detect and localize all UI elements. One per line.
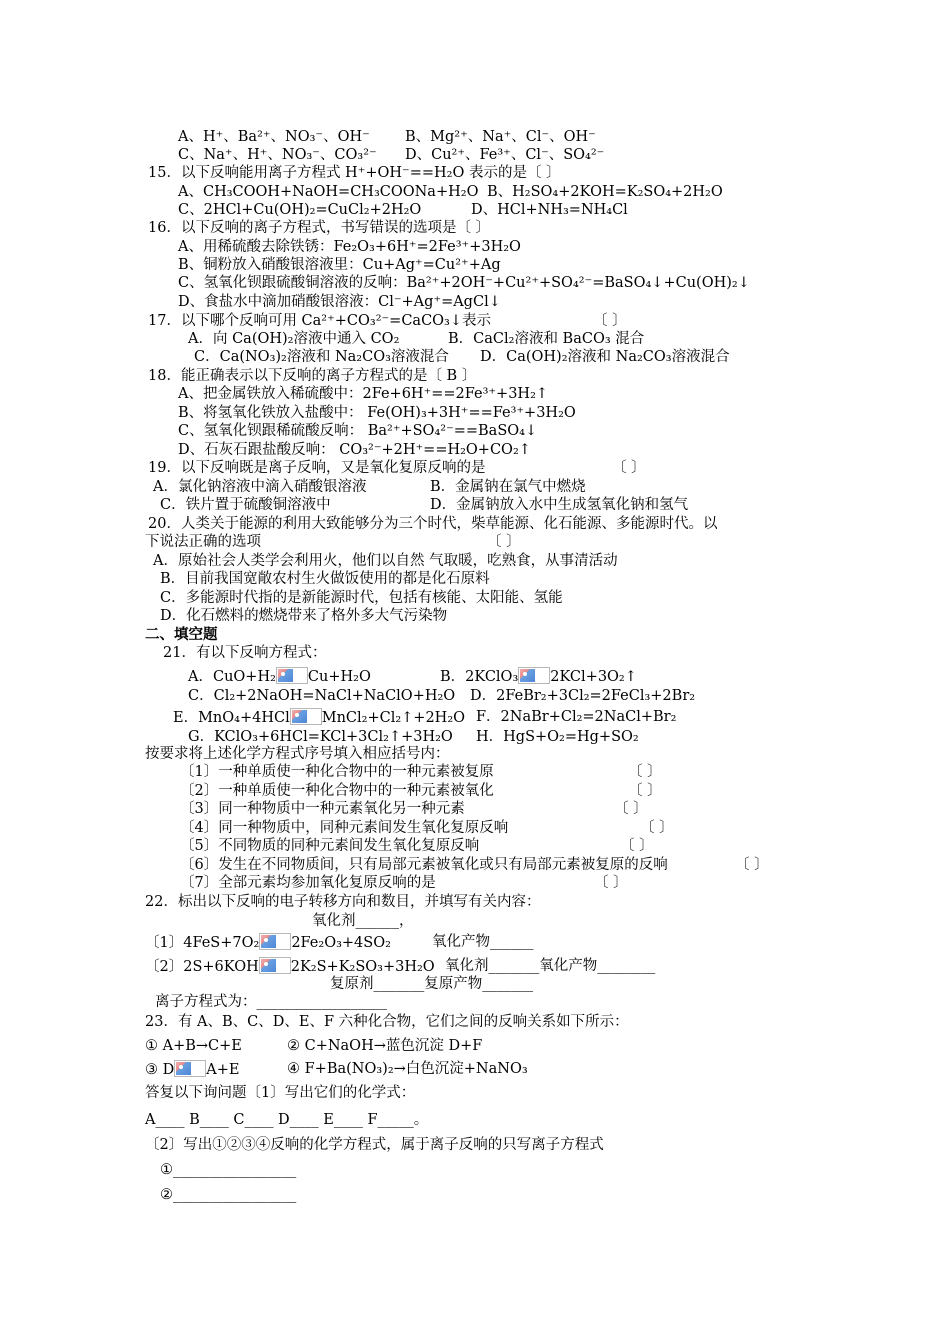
question-20-cont: 下说法正确的选项: [145, 534, 261, 550]
answer-bracket: 〔 〕: [614, 801, 648, 817]
option-line: C、Na⁺、H⁺、NO₃⁻、CO₃²⁻: [178, 147, 377, 163]
answer-bracket: 〔 〕: [628, 764, 662, 780]
fill-blank: A____ B____ C____ D____ E____ F_____。: [145, 1112, 429, 1128]
fill-blank: 氧化产物______: [432, 934, 534, 950]
question-16: 16．以下反响的离子方程式，书写错误的选项是〔 〕: [148, 220, 491, 236]
answer-bracket: 〔 〕: [640, 820, 674, 836]
answer-bracket: 〔 〕: [628, 783, 662, 799]
sub-question: 〔6〕发生在不同物质间，只有局部元素被氧化或只有局部元素被复原的反响: [180, 857, 668, 873]
option-line: B．CaCl₂溶液和 BaCO₃ 混合: [448, 331, 645, 347]
option-line: B、H₂SO₄+2KOH=K₂SO₄+2H₂O: [487, 184, 723, 200]
question-21: 21．有以下反响方程式：: [163, 645, 327, 661]
equation-line: D．2FeBr₂+3Cl₂=2FeCl₃+2Br₂: [470, 688, 696, 704]
answer-bracket: 〔 〕: [594, 875, 628, 891]
sub-question: 〔3〕同一种物质中一种元素氧化另一种元素: [180, 801, 465, 817]
equation-line: H．HgS+O₂=Hg+SO₂: [476, 729, 639, 745]
option-line: D．化石燃料的燃烧带来了格外多大气污染物: [160, 608, 448, 624]
option-line: D、Cu²⁺、Fe³⁺、Cl⁻、SO₄²⁻: [405, 147, 605, 163]
option-line: D、石灰石跟盐酸反响： CO₃²⁻+2H⁺==H₂O+CO₂↑: [178, 442, 531, 458]
equation-line: E．MnO₄+4HCl MnCl₂+Cl₂↑+2H₂O: [173, 710, 466, 726]
answer-bracket: 〔 〕: [620, 838, 654, 854]
option-line: A、H⁺、Ba²⁺、NO₃⁻、OH⁻: [178, 129, 370, 145]
option-line: D、HCl+NH₃=NH₄Cl: [471, 202, 628, 218]
option-line: A．向 Ca(OH)₂溶液中通入 CO₂: [188, 331, 400, 347]
option-line: C．铁片置于硫酸铜溶液中: [160, 497, 331, 513]
broken-image-icon: [518, 667, 550, 684]
section-heading: 二、填空题: [145, 626, 218, 643]
sub-question: 〔7〕全部元素均参加氧化复原反响的是: [180, 875, 436, 891]
fill-blank: 氧化剂______，: [312, 913, 414, 929]
equation-line: B．2KClO₃ 2KCl+3O₂↑: [440, 669, 637, 685]
option-line: C．多能源时代指的是新能源时代，包括有核能、太阳能、氢能: [160, 590, 563, 606]
question-19: 19．以下反响既是离子反响，又是氧化复原反响的是: [148, 460, 486, 476]
option-line: D．金属钠放入水中生成氢氧化钠和氢气: [430, 497, 689, 513]
sub-question: 〔4〕同一种物质中，同种元素间发生氧化复原反响: [180, 820, 509, 836]
option-line: B、Mg²⁺、Na⁺、Cl⁻、OH⁻: [405, 129, 596, 145]
option-line: A．原始社会人类学会利用火，他们以自然 气取暖，吃熟食，从事清活动: [153, 553, 618, 569]
option-line: A、用稀硫酸去除铁锈：Fe₂O₃+6H⁺=2Fe³⁺+3H₂O: [178, 239, 521, 255]
fill-blank: 氧化剂_______氧化产物________: [445, 958, 656, 974]
sub-question: 〔5〕不同物质的同种元素间发生氧化复原反响: [180, 838, 480, 854]
reaction-line: ① A+B→C+E: [145, 1038, 242, 1054]
broken-image-icon: [290, 708, 322, 725]
instruction: 按要求将上述化学方程式序号填入相应括号内：: [145, 746, 450, 762]
question-22: 22．标出以下反响的电子转移方向和数目，并填写有关内容：: [145, 894, 541, 910]
option-line: C．Ca(NO₃)₂溶液和 Na₂CO₃溶液混合: [194, 349, 449, 365]
option-line: A．氯化钠溶液中滴入硝酸银溶液: [153, 479, 367, 495]
option-line: C、氢氧化钡跟稀硫酸反响： Ba²⁺+SO₄²⁻==BaSO₄↓: [178, 423, 538, 439]
equation-line: 〔1〕4FeS+7O₂ 2Fe₂O₃+4SO₂: [145, 935, 391, 951]
option-line: B．金属钠在氯气中燃烧: [430, 479, 586, 495]
question-18: 18．能正确表示以下反响的离子方程式的是〔 B 〕: [148, 368, 477, 384]
equation-line: G．KClO₃+6HCl=KCl+3Cl₂↑+3H₂O: [188, 729, 453, 745]
question-23: 23．有 A、B、C、D、E、F 六种化合物，它们之间的反响关系如下所示：: [145, 1014, 629, 1030]
option-line: A、CH₃COOH+NaOH=CH₃COONa+H₂O: [178, 184, 479, 200]
question-17: 17．以下哪个反响可用 Ca²⁺+CO₃²⁻=CaCO₃↓表示: [148, 313, 492, 329]
instruction: 答复以下询问题〔1〕写出它们的化学式：: [145, 1085, 416, 1101]
option-line: C、氢氧化钡跟硫酸铜溶液的反响：Ba²⁺+2OH⁻+Cu²⁺+SO₄²⁻=BaSO₄↓+Cu(OH)₂↓: [178, 275, 750, 291]
equation-line: F．2NaBr+Cl₂=2NaCl+Br₂: [476, 709, 677, 725]
instruction: 〔2〕写出①②③④反响的化学方程式，属于离子反响的只写离子方程式: [145, 1137, 604, 1153]
option-line: B．目前我国宽敞农村生火做饭使用的都是化石原料: [160, 571, 490, 587]
fill-blank: ②_________________: [160, 1187, 297, 1203]
broken-image-icon: [259, 933, 291, 950]
broken-image-icon: [174, 1060, 206, 1077]
option-line: A、把金属铁放入稀硫酸中：2Fe+6H⁺==2Fe³⁺+3H₂↑: [178, 386, 549, 402]
fill-blank: 离子方程式为：__________________: [155, 994, 387, 1010]
equation-line: A．CuO+H₂ Cu+H₂O: [188, 669, 371, 685]
broken-image-icon: [259, 957, 291, 974]
sub-question: 〔2〕一种单质使一种化合物中的一种元素被氧化: [180, 783, 494, 799]
question-20: 20．人类关于能源的利用大致能够分为三个时代，柴草能源、化石能源、多能源时代。以: [148, 516, 718, 532]
equation-line: C．Cl₂+2NaOH=NaCl+NaClO+H₂O: [188, 688, 456, 704]
reaction-line: ③ D A+E: [145, 1062, 240, 1078]
sub-question: 〔1〕一种单质使一种化合物中的一种元素被复原: [180, 764, 494, 780]
fill-blank: 复原剂_______复原产物_______: [330, 976, 533, 992]
option-line: D、食盐水中滴加硝酸银溶液：Cl⁻+Ag⁺=AgCl↓: [178, 294, 501, 310]
question-15: 15．以下反响能用离子方程式 H⁺+OH⁻==H₂O 表示的是〔 〕: [148, 165, 561, 181]
answer-bracket: 〔 〕: [487, 534, 521, 550]
option-line: C、2HCl+Cu(OH)₂=CuCl₂+2H₂O: [178, 202, 422, 218]
option-line: D．Ca(OH)₂溶液和 Na₂CO₃溶液混合: [480, 349, 730, 365]
equation-line: 〔2〕2S+6KOH 2K₂S+K₂SO₃+3H₂O: [145, 959, 435, 975]
reaction-line: ② C+NaOH→蓝色沉淀 D+F: [287, 1038, 483, 1054]
reaction-line: ④ F+Ba(NO₃)₂→白色沉淀+NaNO₃: [287, 1061, 528, 1077]
broken-image-icon: [276, 667, 308, 684]
answer-bracket: 〔 〕: [612, 460, 646, 476]
answer-bracket: 〔 〕: [593, 313, 627, 329]
option-line: B、铜粉放入硝酸银溶液里：Cu+Ag⁺=Cu²⁺+Ag: [178, 257, 501, 273]
option-line: B、将氢氧化铁放入盐酸中： Fe(OH)₃+3H⁺==Fe³⁺+3H₂O: [178, 405, 576, 421]
fill-blank: ①_________________: [160, 1162, 297, 1178]
answer-bracket: 〔 〕: [735, 857, 769, 873]
